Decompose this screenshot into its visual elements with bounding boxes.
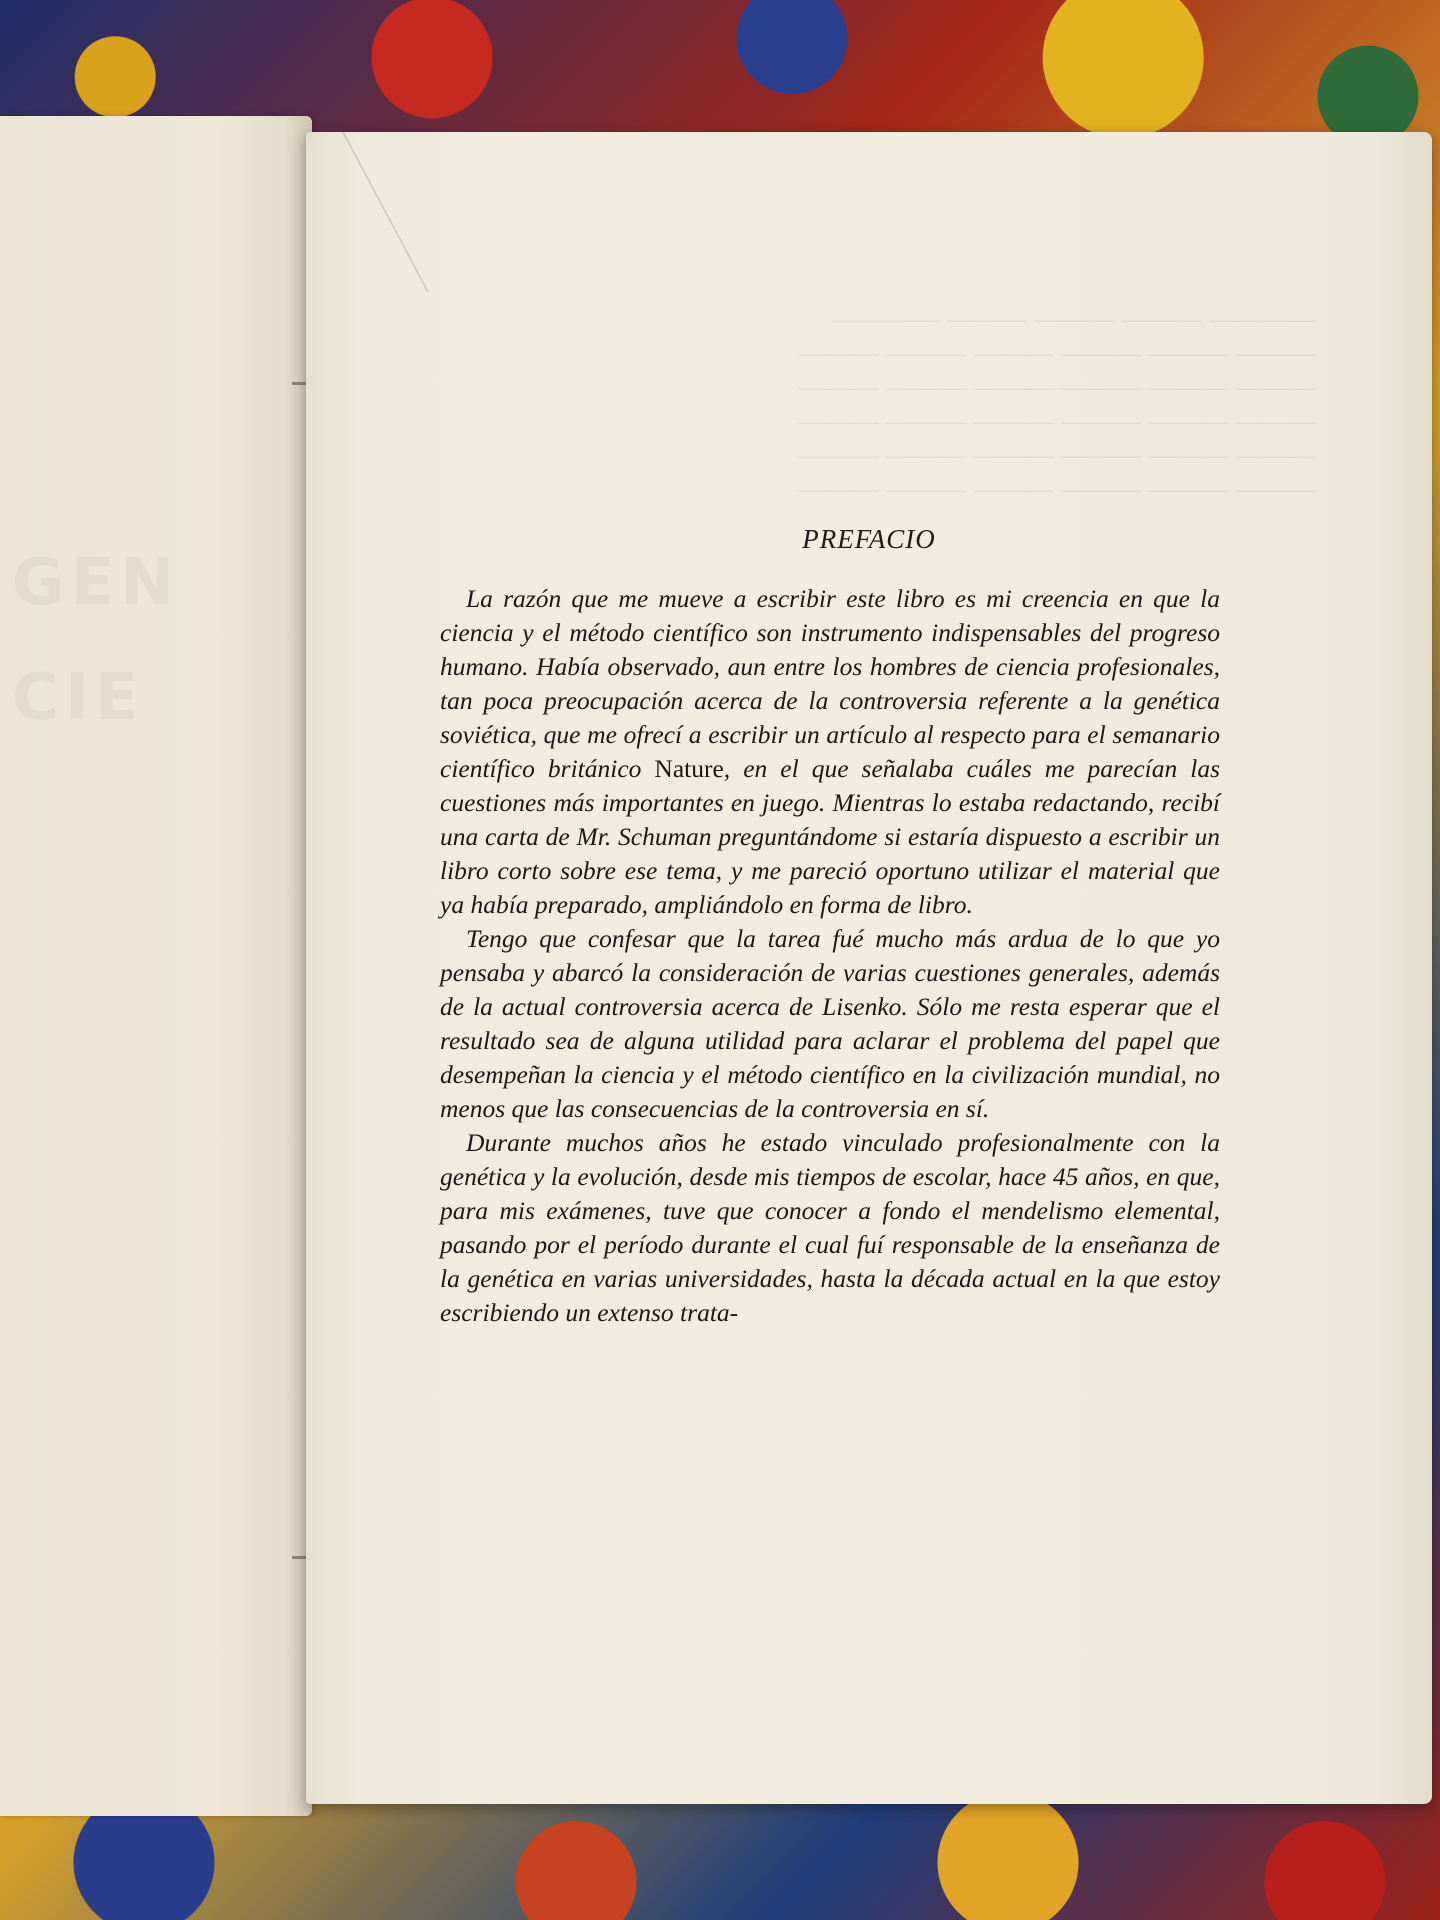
show-through-text: GEN CIE — [12, 546, 180, 736]
page-title: PREFACIO — [802, 524, 936, 554]
journal-name: Nature — [654, 754, 724, 783]
paragraph-1 — [440, 582, 1220, 922]
paragraph-3: Durante muchos años he estado vinculado profesionalmente con la genética y la evolución, desde mis tiempos de escolar, hace 45 años, en que, para mis exámenes, tuve que conocer a fondo el mendelismo elemental, pasando por el período durante el cual fuí responsable de la enseñanza de la genética en varias universidades, hasta la década actual en la que estoy escribiendo un extenso trata- — [440, 1128, 1220, 1327]
paragraph-1-text: La razón que me mueve a escribir este libro es mi creencia en que la ciencia y el método científico son instrumento indispensables del progreso humano. Había observado, aun entre los hombres de ciencia profesionales, tan poca preocupación acerca de la controversia referente a la genética soviética, que me ofrecí a escribir un artículo al respecto para el semanario científico británico — [440, 584, 1220, 783]
paragraph-1-text-end: , en el que señalaba cuáles me parecían las cuestiones más importantes en juego. Mientras lo estaba redactando, recibí una carta de Mr. Schuman preguntándome si estaría dispuesto a escribir un libro corto sobre ese tema, y me pareció oportuno utilizar el material que ya había preparado, ampliándolo en forma de libro. — [440, 754, 1220, 919]
preface-body — [440, 582, 1220, 1330]
page-crease — [342, 132, 509, 292]
show-through-text: ———— ——— ——— ——— ———— ——— ——— ——— ——— ——— ——— ——— ——— ——— ——— ——— ——— ——— ——— ——— ——— ——— ——— ——— ——— ——— ——— ——— ——— ——— ——— ——— ——— ——— ——— — [798, 302, 1316, 505]
right-page — [306, 132, 1432, 1804]
left-page — [0, 116, 312, 1816]
paragraph-2: Tengo que confesar que la tarea fué mucho más ardua de lo que yo pensaba y abarcó la consideración de varias cuestiones generales, además de la actual controversia acerca de Lisenko. Sólo me resta esperar que el resultado sea de alguna utilidad para aclarar el problema del papel que desempeñan la ciencia y el método científico en la civilización mundial, no menos que las consecuencias de la controversia en sí. — [440, 924, 1220, 1123]
